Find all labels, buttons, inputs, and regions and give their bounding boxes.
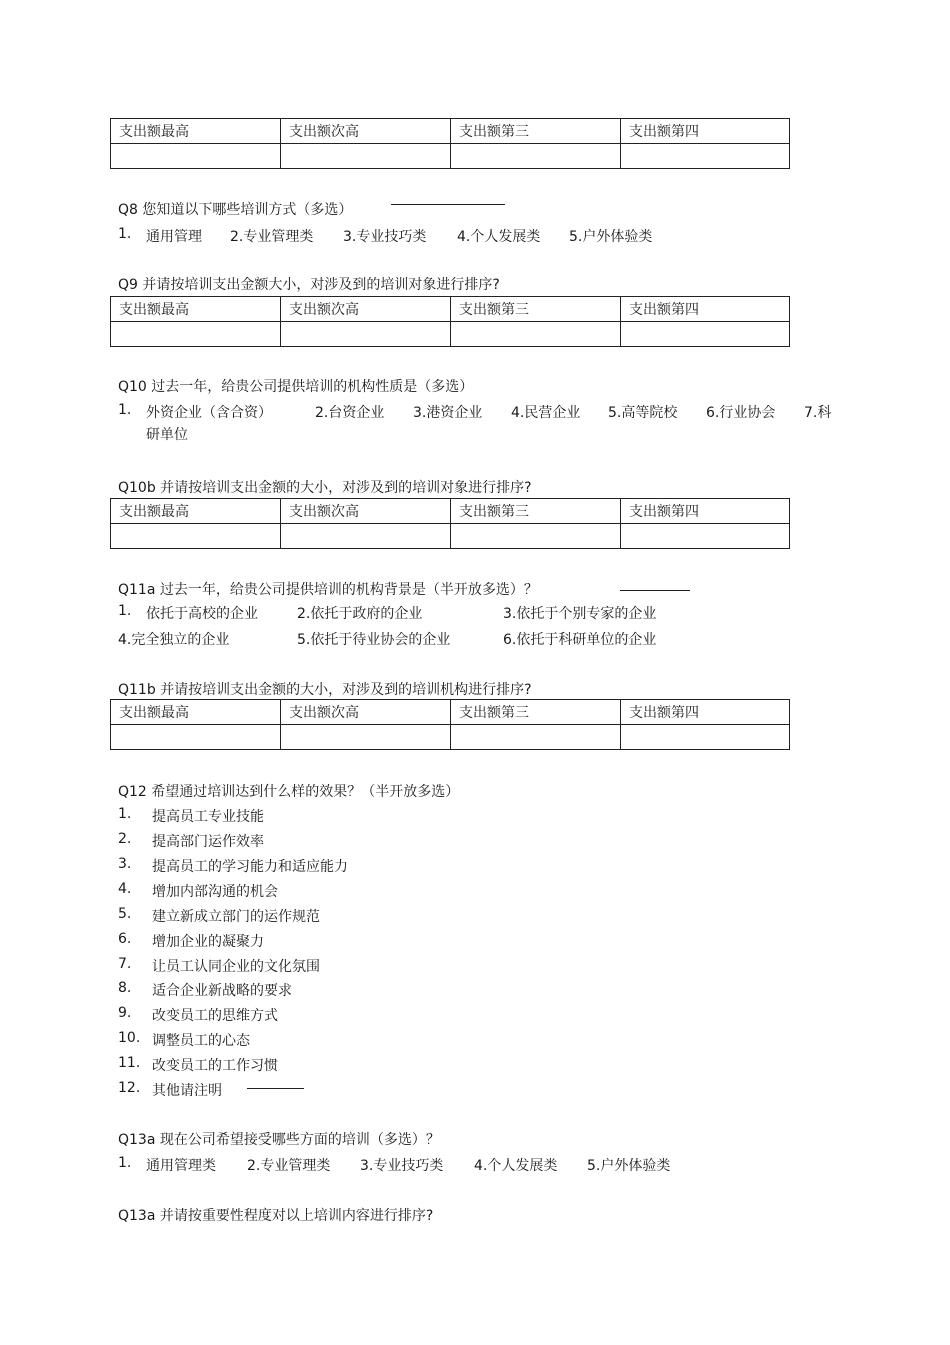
q10-option-num: 1.	[118, 402, 132, 418]
q13a-option-1[interactable]: 通用管理类	[146, 1158, 216, 1174]
ranking-table-q9	[110, 296, 790, 347]
q12-item-4[interactable]: 增加内部沟通的机会	[152, 884, 278, 900]
q13a-option-4[interactable]: 4.个人发展类	[474, 1158, 558, 1174]
rank-cell-2[interactable]	[281, 725, 451, 750]
table-header-row	[111, 700, 790, 725]
q12-item-num: 11.	[118, 1055, 141, 1071]
rank-cell-3[interactable]	[451, 144, 621, 169]
rank-header-4: 支出额第四	[621, 499, 790, 524]
q12-item-num: 9.	[118, 1005, 132, 1021]
q8-answer-line[interactable]	[391, 204, 505, 205]
rank-cell-2[interactable]	[281, 322, 451, 347]
rank-header-2: 支出额次高	[281, 297, 451, 322]
rank-header-1: 支出额最高	[111, 297, 281, 322]
rank-header-3: 支出额第三	[451, 499, 621, 524]
rank-cell-4[interactable]	[621, 322, 790, 347]
q8-question: Q8 您知道以下哪些培训方式（多选）	[118, 202, 353, 218]
q12-item-num: 6.	[118, 931, 132, 947]
q8-option-1[interactable]: 通用管理	[146, 229, 202, 245]
q10-option-4[interactable]: 4.民营企业	[511, 405, 581, 421]
table-input-row[interactable]	[111, 725, 790, 750]
rank-cell-4[interactable]	[621, 524, 790, 549]
rank-header-2: 支出额次高	[281, 499, 451, 524]
q10-option-7[interactable]: 7.科	[804, 405, 832, 421]
table-input-row[interactable]	[111, 322, 790, 347]
ranking-table-top	[110, 118, 790, 169]
rank-header-3: 支出额第三	[451, 700, 621, 725]
q13a-option-num: 1.	[118, 1155, 132, 1171]
rank-cell-3[interactable]	[451, 322, 621, 347]
rank-header-1: 支出额最高	[111, 499, 281, 524]
rank-cell-2[interactable]	[281, 144, 451, 169]
q11a-option-1[interactable]: 依托于高校的企业	[146, 606, 258, 622]
q9-question: Q9 并请按培训支出金额大小，对涉及到的培训对象进行排序?	[118, 277, 500, 293]
q11a-option-2[interactable]: 2.依托于政府的企业	[297, 606, 423, 622]
ranking-table-q11b	[110, 699, 790, 750]
rank-cell-4[interactable]	[621, 144, 790, 169]
q12-item-8[interactable]: 适合企业新战略的要求	[152, 983, 292, 999]
rank-header-3: 支出额第三	[451, 297, 621, 322]
q12-item-num: 5.	[118, 906, 132, 922]
q12-item-num: 3.	[118, 856, 132, 872]
q12-item-6[interactable]: 增加企业的凝聚力	[152, 934, 264, 950]
q8-option-2[interactable]: 2.专业管理类	[230, 229, 314, 245]
q8-option-num: 1.	[118, 226, 132, 242]
table-header-row	[111, 119, 790, 144]
rank-header-4: 支出额第四	[621, 297, 790, 322]
q11b-question: Q11b 并请按培训支出金额的大小，对涉及到的培训机构进行排序?	[118, 682, 532, 698]
q13a-rank-question: Q13a 并请按重要性程度对以上培训内容进行排序?	[118, 1208, 434, 1224]
q11a-option-4[interactable]: 4.完全独立的企业	[118, 632, 230, 648]
q11a-option-6[interactable]: 6.依托于科研单位的企业	[503, 632, 657, 648]
rank-cell-1[interactable]	[111, 144, 281, 169]
q13a-option-3[interactable]: 3.专业技巧类	[360, 1158, 444, 1174]
q12-item-5[interactable]: 建立新成立部门的运作规范	[152, 909, 320, 925]
q8-option-4[interactable]: 4.个人发展类	[457, 229, 541, 245]
q13a-option-5[interactable]: 5.户外体验类	[587, 1158, 671, 1174]
q12-item-7[interactable]: 让员工认同企业的文化氛围	[152, 959, 320, 975]
q12-item-9[interactable]: 改变员工的思维方式	[152, 1008, 278, 1024]
q12-item-num: 8.	[118, 980, 132, 996]
q12-other-answer-line[interactable]	[247, 1088, 304, 1089]
q12-item-num: 1.	[118, 806, 132, 822]
q12-item-num: 4.	[118, 881, 132, 897]
rank-cell-4[interactable]	[621, 725, 790, 750]
q11a-question: Q11a 过去一年，给贵公司提供培训的机构背景是（半开放多选）？	[118, 582, 538, 598]
q8-option-5[interactable]: 5.户外体验类	[569, 229, 653, 245]
q12-item-num: 7.	[118, 956, 132, 972]
table-header-row	[111, 499, 790, 524]
q12-item-2[interactable]: 提高部门运作效率	[152, 834, 264, 850]
q12-item-num: 2.	[118, 831, 132, 847]
table-input-row[interactable]	[111, 144, 790, 169]
rank-header-2: 支出额次高	[281, 700, 451, 725]
table-header-row	[111, 297, 790, 322]
rank-cell-3[interactable]	[451, 524, 621, 549]
rank-cell-1[interactable]	[111, 524, 281, 549]
q13a-question: Q13a 现在公司希望接受哪些方面的培训（多选）？	[118, 1132, 440, 1148]
table-input-row[interactable]	[111, 524, 790, 549]
q12-item-11[interactable]: 改变员工的工作习惯	[152, 1058, 278, 1074]
q10b-question: Q10b 并请按培训支出金额的大小，对涉及到的培训对象进行排序?	[118, 480, 532, 496]
q10-option-2[interactable]: 2.台资企业	[315, 405, 385, 421]
q12-item-num: 12.	[118, 1080, 141, 1096]
q10-option-1[interactable]: 外资企业（含合资）	[146, 405, 272, 421]
rank-cell-3[interactable]	[451, 725, 621, 750]
q11a-option-num: 1.	[118, 603, 132, 619]
q11a-answer-line[interactable]	[620, 590, 690, 591]
q13a-option-2[interactable]: 2.专业管理类	[247, 1158, 331, 1174]
q12-item-10[interactable]: 调整员工的心态	[152, 1033, 250, 1049]
q12-item-num: 10.	[118, 1030, 141, 1046]
ranking-table-q10b	[110, 498, 790, 549]
q11a-option-5[interactable]: 5.依托于待业协会的企业	[297, 632, 451, 648]
q10-option-5[interactable]: 5.高等院校	[608, 405, 678, 421]
q12-item-3[interactable]: 提高员工的学习能力和适应能力	[152, 859, 348, 875]
q11a-option-3[interactable]: 3.依托于个别专家的企业	[503, 606, 657, 622]
rank-cell-1[interactable]	[111, 322, 281, 347]
rank-cell-2[interactable]	[281, 524, 451, 549]
q10-option-6[interactable]: 6.行业协会	[706, 405, 776, 421]
q10-option-7-cont[interactable]: 研单位	[146, 427, 188, 443]
q12-item-1[interactable]: 提高员工专业技能	[152, 809, 264, 825]
rank-header-4: 支出额第四	[621, 119, 790, 144]
q10-question: Q10 过去一年，给贵公司提供培训的机构性质是（多选）	[118, 379, 474, 395]
q12-question: Q12 希望通过培训达到什么样的效果？（半开放多选）	[118, 784, 460, 800]
q12-item-12[interactable]: 其他请注明	[152, 1083, 222, 1099]
rank-cell-1[interactable]	[111, 725, 281, 750]
rank-header-2: 支出额次高	[281, 119, 451, 144]
rank-header-4: 支出额第四	[621, 700, 790, 725]
q8-option-3[interactable]: 3.专业技巧类	[343, 229, 427, 245]
q10-option-3[interactable]: 3.港资企业	[413, 405, 483, 421]
rank-header-1: 支出额最高	[111, 119, 281, 144]
rank-header-1: 支出额最高	[111, 700, 281, 725]
rank-header-3: 支出额第三	[451, 119, 621, 144]
